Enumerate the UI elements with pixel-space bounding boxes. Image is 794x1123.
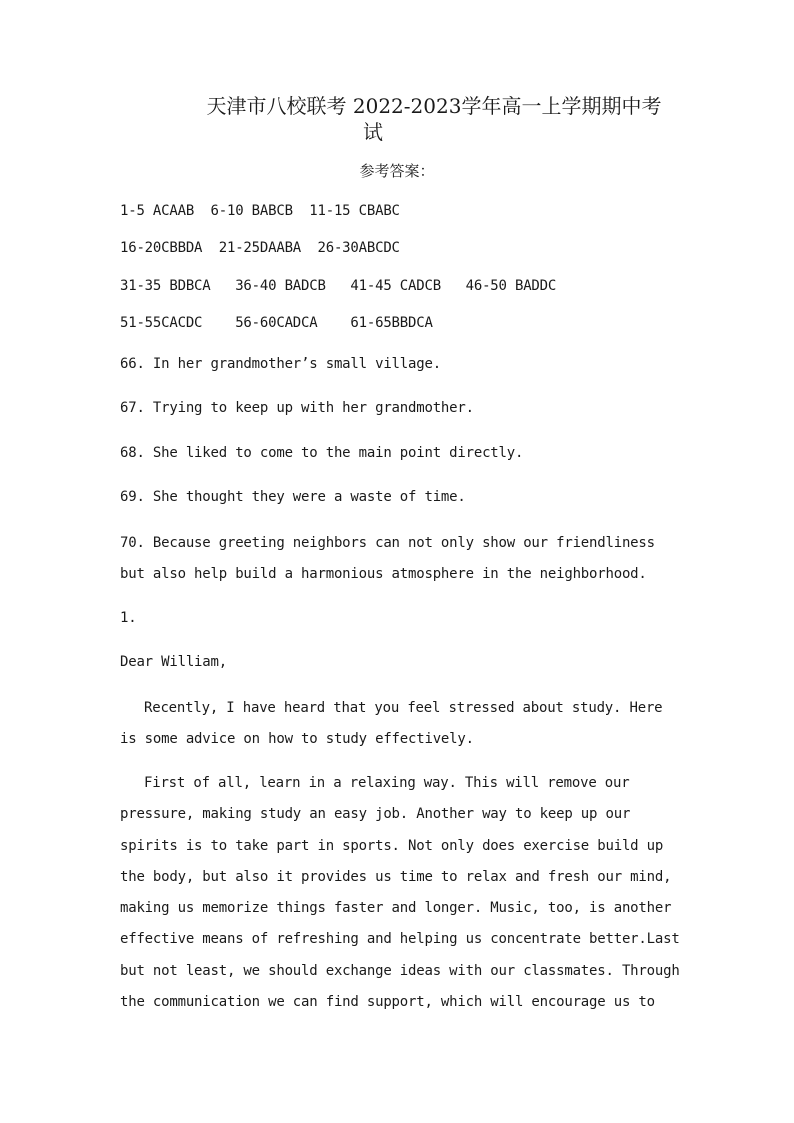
short-answer-70: 70. Because greeting neighbors can not only show our friendliness but also help build a harmonious atmosphere in the neighborhood. xyxy=(120,535,655,583)
answer-key-heading xyxy=(0,160,794,181)
short-answer-67: 67. Trying to keep up with her grandmother. xyxy=(120,400,474,416)
letter-paragraph-1: Recently, I have heard that you feel stressed about study. Here is some advice on how to study effectively. xyxy=(120,700,663,748)
section-number: 1. xyxy=(120,610,137,626)
page-title xyxy=(120,93,720,145)
short-answer-69: 69. She thought they were a waste of time. xyxy=(120,489,466,505)
title-line-2: 试 xyxy=(363,120,383,144)
answer-row-2: 16-20CBBDA 21-25DAABA 26-30ABCDC xyxy=(120,240,400,256)
answer-row-4: 51-55CACDC 56-60CADCA 61-65BBDCA xyxy=(120,315,433,331)
short-answer-68: 68. She liked to come to the main point directly. xyxy=(120,445,524,461)
title-line-1: 天津市八校联考 2022-2023学年高一上学期期中考 xyxy=(206,94,662,118)
letter-greeting: Dear William, xyxy=(120,654,227,670)
answer-key-heading-text: 参考答案： xyxy=(359,162,435,180)
answer-row-3: 31-35 BDBCA 36-40 BADCB 41-45 CADCB 46-50 BADDC xyxy=(120,278,557,294)
answer-row-1: 1-5 ACAAB 6-10 BABCB 11-15 CBABC xyxy=(120,203,400,219)
letter-paragraph-2: First of all, learn in a relaxing way. This will remove our pressure, making study an easy job. Another way to keep up our spirits is to take part in sports. Not only does exercise build up the body, but also it provides us time to relax and fresh our mind, making us memorize things faster and longer. Music, too, is another effective means of refreshing and helping us concentrate better.Last but not least, we should exchange ideas with our classmates. Through the communication we can find support, which will encourage us to xyxy=(120,775,680,1011)
short-answer-66: 66. In her grandmother’s small village. xyxy=(120,356,441,372)
